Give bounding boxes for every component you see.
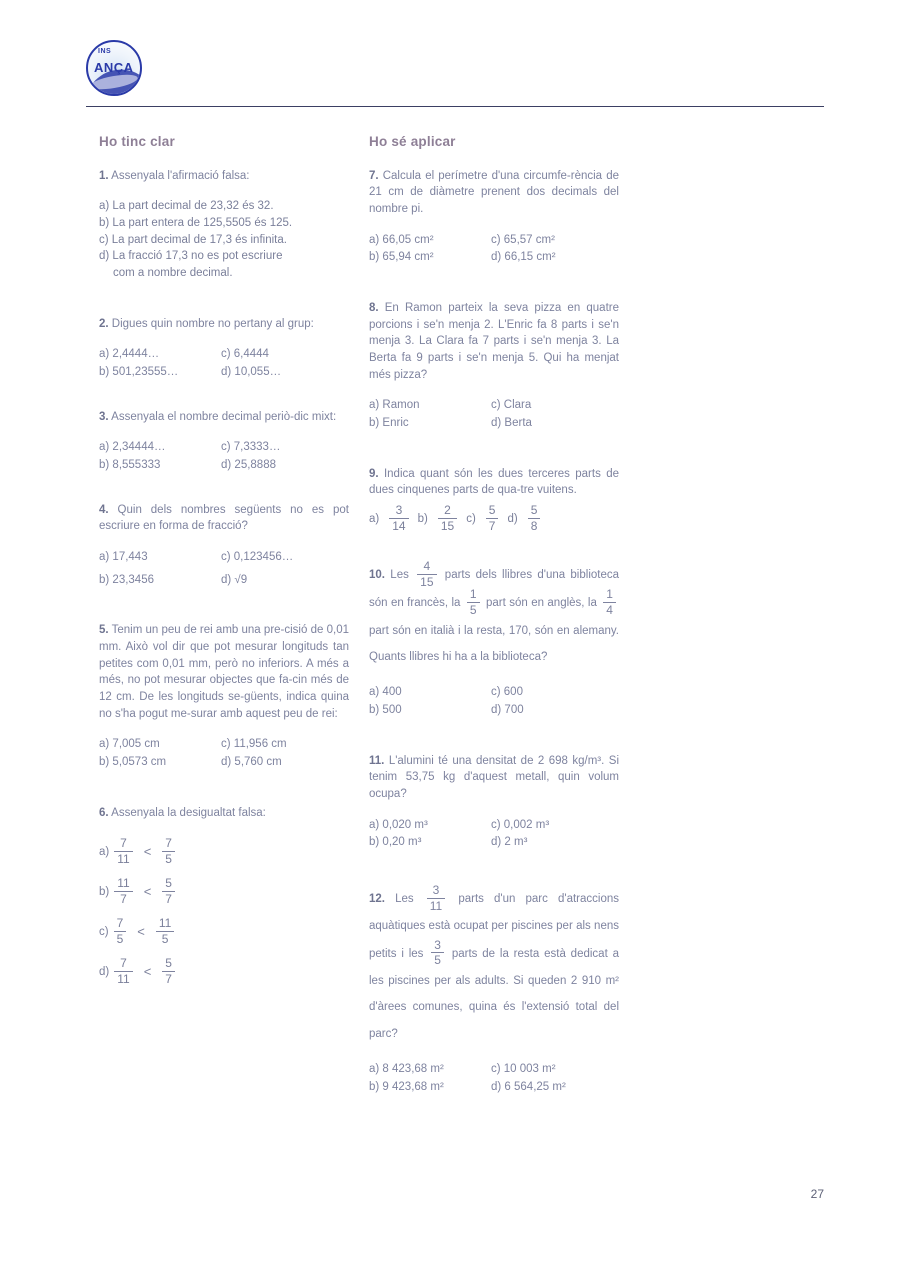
question-1-body: Assenyala l'afirmació falsa: bbox=[111, 169, 250, 182]
option-row bbox=[369, 684, 619, 701]
fraction-denominator: 5 bbox=[162, 851, 175, 866]
fraction-numerator: 1 bbox=[469, 587, 477, 602]
fraction-numerator: 4 bbox=[423, 559, 431, 574]
page-header bbox=[86, 40, 824, 110]
option-label: c) bbox=[99, 926, 109, 939]
fraction-numerator: 7 bbox=[116, 916, 124, 931]
question-4-number: 4. bbox=[99, 503, 109, 516]
relation-symbol: < bbox=[137, 923, 145, 939]
option-label: d) bbox=[99, 966, 110, 979]
option-item[interactable]: c) 11,956 cm bbox=[221, 738, 287, 751]
option-item[interactable]: c) 6,4444 bbox=[221, 348, 269, 361]
question-7 bbox=[369, 168, 619, 266]
fraction bbox=[162, 837, 175, 865]
option-row bbox=[99, 346, 349, 363]
question-5 bbox=[99, 622, 349, 770]
question-12-part-3: parts de la resta està dedicat a les piscines per als adults. Si queden 2 910 m² d'àrees comunes, quina és l'extensió total del parc? bbox=[369, 947, 620, 1040]
question-9-text bbox=[369, 466, 619, 499]
fraction bbox=[528, 504, 541, 532]
option-row[interactable] bbox=[99, 915, 349, 949]
fraction bbox=[467, 588, 480, 616]
column-left bbox=[99, 132, 349, 1003]
question-3-number: 3. bbox=[99, 410, 109, 423]
fraction bbox=[162, 877, 175, 905]
question-8-options bbox=[369, 397, 619, 431]
option-row bbox=[99, 736, 349, 753]
fraction bbox=[114, 957, 132, 985]
school-logo bbox=[86, 40, 142, 96]
question-11-body: L'alumini té una densitat de 2 698 kg/m³. Si tenim 53,75 kg d'aquest metall, quin volum ocupa? bbox=[369, 754, 619, 801]
relation-symbol: < bbox=[143, 883, 152, 899]
relation-symbol: < bbox=[143, 963, 152, 979]
fraction bbox=[114, 837, 132, 865]
fraction-denominator: 7 bbox=[114, 891, 132, 906]
option-row[interactable] bbox=[99, 955, 349, 989]
question-5-number: 5. bbox=[99, 624, 109, 637]
option-item[interactable]: c) 600 bbox=[491, 686, 523, 699]
question-6-text bbox=[99, 805, 349, 822]
fraction-denominator: 15 bbox=[417, 574, 436, 589]
option-item[interactable]: a) La part decimal de 23,32 és 32. bbox=[99, 200, 274, 213]
option-item[interactable]: b) 65,94 cm² bbox=[369, 251, 434, 264]
fraction-numerator: 3 bbox=[434, 937, 441, 952]
option-item[interactable]: a) 2,4444… bbox=[99, 348, 160, 361]
logo-main-text: ANÇA bbox=[94, 60, 134, 75]
question-1 bbox=[99, 168, 349, 282]
question-12-options bbox=[369, 1061, 619, 1095]
option-row bbox=[369, 1079, 619, 1096]
column-right bbox=[369, 132, 619, 1110]
question-5-body: Tenim un peu de rei amb una pre-cisió de 0,01 mm. Això vol dir que pot mesurar longituds tan petites com 0,01 mm, però no inferiors. A més a més, no pot mesurar objectes que fa-cin més de 12 cm. De les longituds se-güents, indica quina no s'ha pogut me-surar amb aquest peu de rei: bbox=[99, 624, 349, 720]
option-item[interactable]: a) 2,34444… bbox=[99, 441, 166, 454]
question-4-text bbox=[99, 502, 349, 535]
question-5-text bbox=[99, 622, 349, 722]
option-item[interactable]: a) 8 423,68 m² bbox=[369, 1063, 444, 1076]
fraction-numerator: 11 bbox=[117, 876, 130, 891]
option-item[interactable]: c) 7,3333… bbox=[221, 441, 281, 454]
fraction bbox=[156, 917, 174, 945]
option-item[interactable]: d) 25,8888 bbox=[221, 458, 276, 471]
logo-top-text: INS bbox=[98, 48, 112, 55]
question-12-part-1: Les bbox=[395, 893, 414, 906]
option-item[interactable]: b) Enric bbox=[369, 416, 409, 429]
question-2 bbox=[99, 316, 349, 381]
option-item[interactable]: b) 0,20 m³ bbox=[369, 836, 422, 849]
question-12-text bbox=[369, 885, 619, 1047]
question-10 bbox=[369, 561, 619, 719]
question-10-part-1: Les bbox=[390, 569, 409, 582]
question-12-part-2: parts d'un parc d'atraccions aquàtiques està ocupat per piscines per als nens petits i les bbox=[369, 893, 619, 960]
fraction-denominator: 5 bbox=[114, 931, 127, 946]
fraction bbox=[389, 504, 408, 532]
question-9 bbox=[369, 466, 619, 534]
question-9-number: 9. bbox=[369, 467, 379, 480]
question-8-text bbox=[369, 300, 619, 383]
option-item[interactable]: d) 700 bbox=[491, 704, 524, 717]
relation-symbol: < bbox=[143, 843, 152, 859]
question-8-body: En Ramon parteix la seva pizza en quatre porcions i se'n menja 2. L'Enric fa 8 parts i se'n menja 3. La Clara fa 7 parts i se'n menja 3. La Berta fa 9 parts i se'n menja 5. Qui ha menjat més pizza? bbox=[369, 301, 619, 381]
fraction-denominator: 15 bbox=[438, 518, 457, 533]
option-item[interactable]: c) La part decimal de 17,3 és infinita. bbox=[99, 233, 287, 246]
question-2-body: Digues quin nombre no pertany al grup: bbox=[111, 317, 314, 330]
fraction bbox=[603, 588, 616, 616]
question-7-text bbox=[369, 168, 619, 218]
fraction-numerator: 5 bbox=[488, 502, 496, 517]
question-1-number: 1. bbox=[99, 169, 109, 182]
column-right-title: Ho sé aplicar bbox=[369, 134, 456, 149]
option-item[interactable]: d) 2 m³ bbox=[491, 836, 528, 849]
option-item[interactable]: a) 0,020 m³ bbox=[369, 818, 428, 831]
option-item-cont: com a nombre decimal. bbox=[113, 266, 233, 279]
question-11-text bbox=[369, 753, 619, 803]
question-10-part-3: part són en anglès, la bbox=[486, 597, 597, 610]
fraction bbox=[114, 877, 132, 905]
option-item[interactable]: c) 0,123456… bbox=[221, 550, 294, 563]
option-item[interactable]: b) 5,0573 cm bbox=[99, 756, 167, 769]
question-6-body: Assenyala la desigualtat falsa: bbox=[111, 806, 266, 819]
question-1-text bbox=[99, 168, 349, 185]
fraction-denominator: 7 bbox=[486, 518, 499, 533]
option-item[interactable]: a) 66,05 cm² bbox=[369, 233, 434, 246]
option-label: b) bbox=[99, 886, 110, 899]
option-row bbox=[369, 817, 619, 834]
option-row bbox=[99, 457, 349, 474]
question-6 bbox=[99, 805, 349, 990]
option-row bbox=[99, 754, 349, 771]
option-item[interactable]: c) Clara bbox=[491, 399, 532, 412]
question-11 bbox=[369, 753, 619, 851]
option-item[interactable]: d) 5,760 cm bbox=[221, 756, 282, 769]
option-row bbox=[369, 397, 619, 414]
question-9-options bbox=[369, 502, 619, 533]
question-4-body: Quin dels nombres següents no es pot escriure en forma de fracció? bbox=[99, 503, 349, 533]
fraction-denominator: 4 bbox=[603, 602, 616, 617]
option-item[interactable]: c) 10 003 m² bbox=[491, 1063, 556, 1076]
page-number: 27 bbox=[810, 1187, 824, 1201]
option-row bbox=[99, 549, 349, 566]
question-1-options bbox=[99, 198, 349, 281]
fraction-denominator: 7 bbox=[162, 891, 175, 906]
question-7-number: 7. bbox=[369, 169, 379, 182]
fraction-numerator: 7 bbox=[120, 836, 127, 851]
fraction-numerator: 3 bbox=[395, 502, 403, 517]
fraction bbox=[162, 957, 175, 985]
fraction bbox=[486, 504, 499, 532]
option-item[interactable]: b) 23,3456 bbox=[99, 573, 154, 586]
option-item[interactable]: a) 400 bbox=[369, 686, 402, 699]
option-row bbox=[369, 415, 619, 432]
fraction-numerator: 5 bbox=[530, 502, 538, 517]
option-row bbox=[99, 364, 349, 381]
header-divider bbox=[86, 106, 824, 107]
fraction-denominator: 11 bbox=[114, 971, 132, 986]
option-row bbox=[99, 439, 349, 456]
question-9-body: Indica quant són les dues terceres parts de dues cinquenes parts de qua-tre vuitens. bbox=[369, 467, 619, 497]
question-3-options bbox=[99, 439, 349, 473]
question-5-options bbox=[99, 736, 349, 770]
question-3 bbox=[99, 409, 349, 474]
fraction bbox=[417, 560, 436, 588]
option-item[interactable]: d) La fracció 17,3 no es pot escriure bbox=[99, 250, 283, 263]
option-item[interactable]: a) 7,005 cm bbox=[99, 738, 160, 751]
question-7-body: Calcula el perímetre d'una circumfe-rència de 21 cm de diàmetre prenent dos decimals del nombre pi. bbox=[369, 169, 619, 215]
option-label[interactable]: d) bbox=[507, 512, 518, 525]
question-12 bbox=[369, 885, 619, 1095]
option-item[interactable]: d) 10,055… bbox=[221, 365, 282, 378]
option-label[interactable]: a) bbox=[369, 512, 380, 525]
fraction-denominator: 14 bbox=[389, 518, 408, 533]
question-3-body: Assenyala el nombre decimal periò-dic mixt: bbox=[111, 410, 337, 423]
fraction-denominator: 5 bbox=[467, 602, 480, 617]
fraction-denominator: 5 bbox=[156, 931, 174, 946]
fraction-numerator: 1 bbox=[606, 587, 613, 602]
option-row bbox=[369, 232, 619, 249]
fraction-denominator: 7 bbox=[162, 971, 175, 986]
question-6-number: 6. bbox=[99, 806, 109, 819]
question-11-number: 11. bbox=[369, 754, 385, 767]
option-item[interactable]: d) √9 bbox=[221, 573, 248, 586]
option-item[interactable]: d) 6 564,25 m² bbox=[491, 1080, 566, 1093]
fraction-numerator: 7 bbox=[165, 836, 172, 851]
question-7-options bbox=[369, 232, 619, 266]
fraction-numerator: 3 bbox=[432, 883, 440, 898]
question-12-number: 12. bbox=[369, 893, 385, 906]
option-item[interactable]: a) 17,443 bbox=[99, 550, 148, 563]
fraction-numerator: 2 bbox=[444, 502, 451, 517]
question-11-options bbox=[369, 817, 619, 851]
option-item[interactable]: b) 500 bbox=[369, 704, 402, 717]
option-item[interactable]: d) Berta bbox=[491, 416, 532, 429]
fraction bbox=[431, 939, 444, 967]
question-2-options bbox=[99, 346, 349, 380]
fraction bbox=[114, 917, 127, 945]
option-label[interactable]: b) bbox=[417, 512, 428, 525]
question-4-options bbox=[99, 549, 349, 588]
fraction-numerator: 11 bbox=[158, 916, 172, 931]
question-2-number: 2. bbox=[99, 317, 109, 330]
question-8-number: 8. bbox=[369, 301, 379, 314]
option-row[interactable] bbox=[99, 835, 349, 869]
question-10-number: 10. bbox=[369, 569, 385, 582]
option-item[interactable]: d) 66,15 cm² bbox=[491, 251, 556, 264]
question-10-part-4: part són en italià i la resta, 170, són en alemany. Quants llibres hi ha a la biblioteca? bbox=[369, 624, 619, 663]
fraction-denominator: 5 bbox=[431, 952, 444, 967]
column-left-title: Ho tinc clar bbox=[99, 134, 175, 149]
question-4 bbox=[99, 502, 349, 589]
fraction-denominator: 11 bbox=[114, 851, 132, 866]
option-item[interactable]: c) 0,002 m³ bbox=[491, 818, 550, 831]
option-row[interactable] bbox=[99, 875, 349, 909]
fraction-numerator: 5 bbox=[165, 876, 172, 891]
option-item[interactable]: b) La part entera de 125,5505 és 125. bbox=[99, 216, 293, 229]
question-10-part-2: parts dels llibres d'una biblioteca són en francès, la bbox=[369, 569, 619, 610]
question-10-text bbox=[369, 561, 619, 670]
option-row bbox=[369, 702, 619, 719]
option-row bbox=[369, 249, 619, 266]
question-2-text bbox=[99, 316, 349, 333]
option-item[interactable]: c) 65,57 cm² bbox=[491, 233, 555, 246]
fraction-numerator: 5 bbox=[165, 956, 172, 971]
fraction-numerator: 7 bbox=[120, 956, 127, 971]
option-label: a) bbox=[99, 846, 110, 859]
option-item[interactable]: b) 8,555333 bbox=[99, 458, 161, 471]
option-item[interactable]: a) Ramon bbox=[369, 399, 420, 412]
option-row bbox=[369, 1061, 619, 1078]
option-label[interactable]: c) bbox=[466, 512, 476, 525]
fraction bbox=[438, 504, 457, 532]
option-item[interactable]: b) 501,23555… bbox=[99, 365, 179, 378]
fraction-denominator: 8 bbox=[528, 518, 541, 533]
question-8 bbox=[369, 300, 619, 432]
fraction bbox=[427, 884, 445, 912]
option-item[interactable]: b) 9 423,68 m² bbox=[369, 1080, 444, 1093]
option-row bbox=[369, 834, 619, 851]
question-3-text bbox=[99, 409, 349, 426]
fraction-denominator: 11 bbox=[427, 898, 445, 913]
option-row bbox=[99, 572, 349, 589]
question-10-options bbox=[369, 684, 619, 718]
